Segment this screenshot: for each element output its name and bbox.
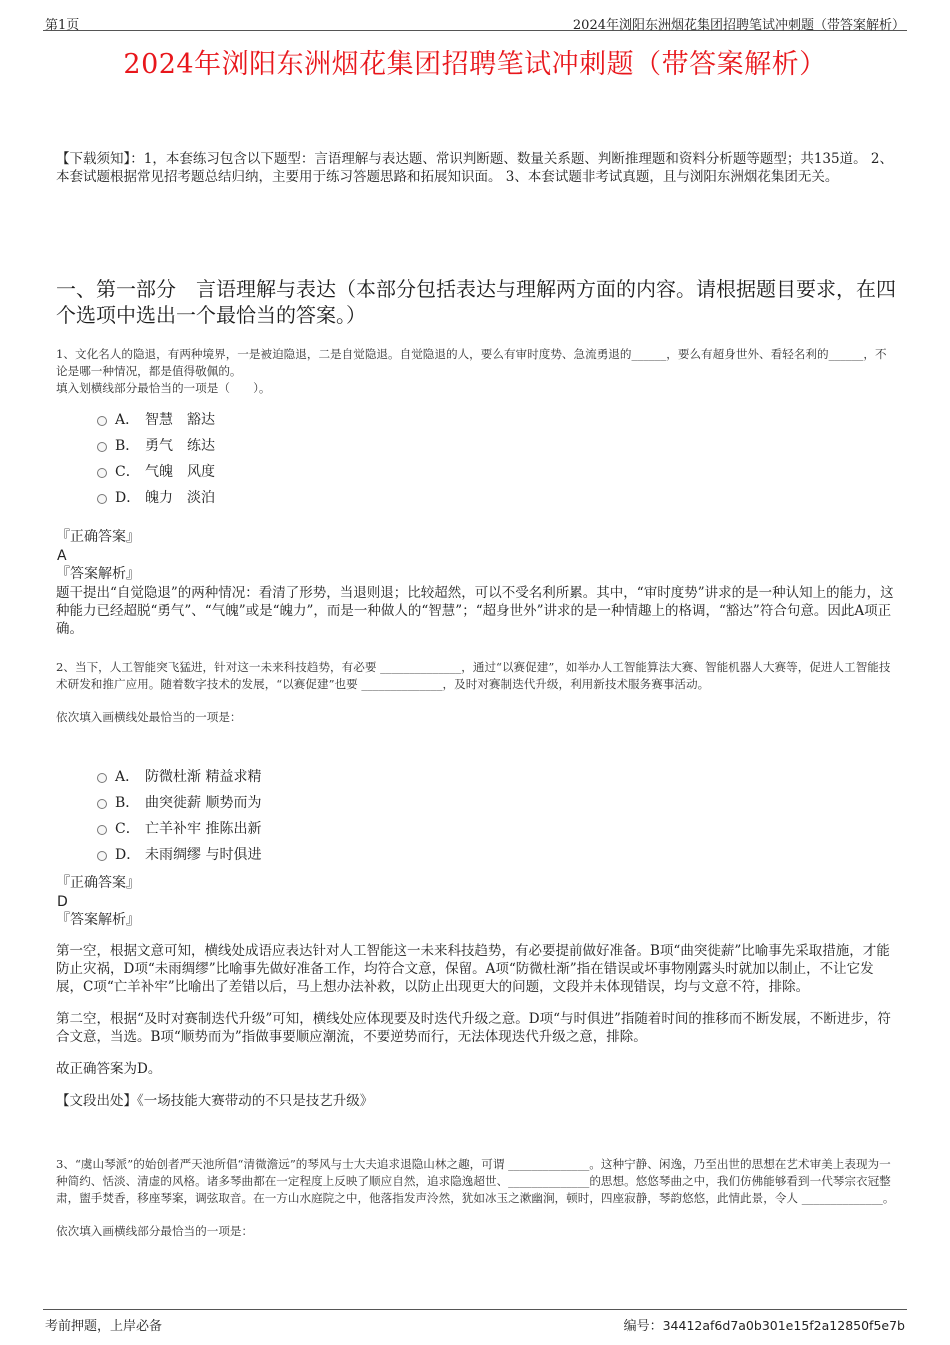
radio-icon[interactable] xyxy=(97,825,107,835)
question-stem: 2、当下，人工智能突飞猛进，针对这一未来科技趋势，有必要 ______________，通过“以赛促建”，如举办人工智能算法大赛、智能机器人大赛等，促进人工智能技术研发和推广应用。随着数字技术的发展，“以赛促建”也要 ______________，及时对赛制迭代升级，利用新技术服务赛事活动。 xyxy=(56,660,891,691)
option-d[interactable]: D． 魄力 淡泊 xyxy=(56,485,898,511)
footer-code xyxy=(624,1315,905,1334)
question-1 xyxy=(56,346,898,397)
correct-answer: D xyxy=(57,894,68,910)
correct-answer-label: 『正确答案』 xyxy=(56,875,140,891)
option-c[interactable]: C． 亡羊补牢 推陈出新 xyxy=(56,816,898,842)
option-a[interactable]: A． 智慧 豁达 xyxy=(56,407,898,433)
question-2 xyxy=(56,659,898,726)
analysis-label: 『答案解析』 xyxy=(56,912,140,928)
document-title: 2024年浏阳东洲烟花集团招聘笔试冲刺题（带答案解析） xyxy=(123,49,827,80)
analysis-label: 『答案解析』 xyxy=(56,566,140,582)
question-1-answer xyxy=(56,528,898,638)
correct-answer: A xyxy=(57,548,67,564)
question-stem: 3、“虞山琴派”的始创者严天池所倡“清微澹远”的琴风与士大夫追求退隐山林之趣，可谓 ______________。这种宁静、闲逸，乃至出世的思想在艺术审美上表现为一种简约、恬淡、清虚的风格。诸多琴曲都在一定程度上反映了顺应自然，追求隐逸超世、______________的思想。悠悠琴曲之中，我们仿佛能够看到一代琴宗衣冠整肃，盥手焚香，移座琴案，调弦取音。在一方山水庭院之中，他落指发声泠然，犹如冰玉之漱幽涧，顿时，四座寂静，琴韵悠悠，此情此景，令人 ______________。 xyxy=(56,1157,895,1205)
question-stem: 1、文化名人的隐退，有两种境界，一是被迫隐退，二是自觉隐退。自觉隐退的人，要么有审时度势、急流勇退的______，要么有超身世外、看轻名利的______，不论是哪一种情况，都是值得敬佩的。 xyxy=(56,347,887,378)
question-prompt: 依次填入画横线处最恰当的一项是： xyxy=(56,710,242,724)
analysis-conclusion: 故正确答案为D。 xyxy=(56,1061,162,1077)
footer-code-label: 编号： xyxy=(623,1319,663,1334)
radio-icon[interactable] xyxy=(97,468,107,478)
question-prompt: 填入划横线部分最恰当的一项是（ ）。 xyxy=(56,381,271,395)
footer-code-value: 34412af6d7a0b301e15f2a12850f5e7b xyxy=(662,1318,905,1333)
option-b[interactable]: B． 曲突徙薪 顺势而为 xyxy=(56,790,898,816)
page-number: 第1页 xyxy=(45,18,80,33)
header-doc-title: 2024年浏阳东洲烟花集团招聘笔试冲刺题（带答案解析） xyxy=(572,18,905,33)
question-prompt: 依次填入画横线部分最恰当的一项是： xyxy=(56,1224,254,1238)
analysis-paragraph: 第一空，根据文意可知，横线处成语应表达针对人工智能这一未来科技趋势，有必要提前做好准备。B项“曲突徙薪”比喻事先采取措施，才能防止灾祸，D项“未雨绸缪”比喻事先做好准备工作，均符合文意，保留。A项“防微杜渐”指在错误或坏事物刚露头时就加以制止，不让它发展，C项“亡羊补牢”比喻出了差错以后，马上想办法补救，以防止出现更大的问题，文段并未体现错误，均与文意不符，排除。 xyxy=(56,943,890,995)
radio-icon[interactable] xyxy=(97,773,107,783)
question-1-options xyxy=(56,407,898,511)
page-header xyxy=(43,10,907,31)
analysis-paragraph: 题干提出“自觉隐退”的两种情况：看清了形势，当退则退；比较超然，可以不受名利所累。其中，“审时度势”讲求的是一种认知上的能力，这种能力已经超脱“勇气”、“气魄”或是“魄力”，而是一种做人的“智慧”；“超身世外”讲求的是一种情趣上的格调，“豁达”符合句意。因此A项正确。 xyxy=(56,585,894,637)
source-citation: 【文段出处】《一场技能大赛带动的不只是技艺升级》 xyxy=(56,1093,374,1109)
question-2-answer xyxy=(56,874,898,1110)
option-c[interactable]: C． 气魄 风度 xyxy=(56,459,898,485)
radio-icon[interactable] xyxy=(97,799,107,809)
radio-icon[interactable] xyxy=(97,494,107,504)
option-d[interactable]: D． 未雨绸缪 与时俱进 xyxy=(56,842,898,868)
radio-icon[interactable] xyxy=(97,442,107,452)
question-3 xyxy=(56,1156,898,1240)
radio-icon[interactable] xyxy=(97,416,107,426)
download-notice: 【下载须知】：1，本套练习包含以下题型：言语理解与表达题、常识判断题、数量关系题、判断推理题和资料分析题等题型；共135道。 2、本套试题根据常见招考题总结归纳，主要用于练习答题思路和拓展知识面。 3、本套试题非考试真题，且与浏阳东洲烟花集团无关。 xyxy=(56,151,893,185)
footer-slogan: 考前押题，上岸必备 xyxy=(45,1319,163,1334)
section-title: 一、第一部分 言语理解与表达（本部分包括表达与理解两方面的内容。请根据题目要求，在四个选项中选出一个最恰当的答案。） xyxy=(56,277,896,327)
option-a[interactable]: A． 防微杜渐 精益求精 xyxy=(56,764,898,790)
analysis-paragraph: 第二空，根据“及时对赛制迭代升级”可知，横线处应体现要及时迭代升级之意。D项“与时俱进”指随着时间的推移而不断发展，不断进步，符合文意，当选。B项“顺势而为”指做事要顺应潮流，不要逆势而行，无法体现迭代升级之意，排除。 xyxy=(56,1011,891,1045)
question-2-options xyxy=(56,764,898,868)
radio-icon[interactable] xyxy=(97,851,107,861)
correct-answer-label: 『正确答案』 xyxy=(56,529,140,545)
page-footer xyxy=(43,1309,907,1334)
option-b[interactable]: B． 勇气 练达 xyxy=(56,433,898,459)
